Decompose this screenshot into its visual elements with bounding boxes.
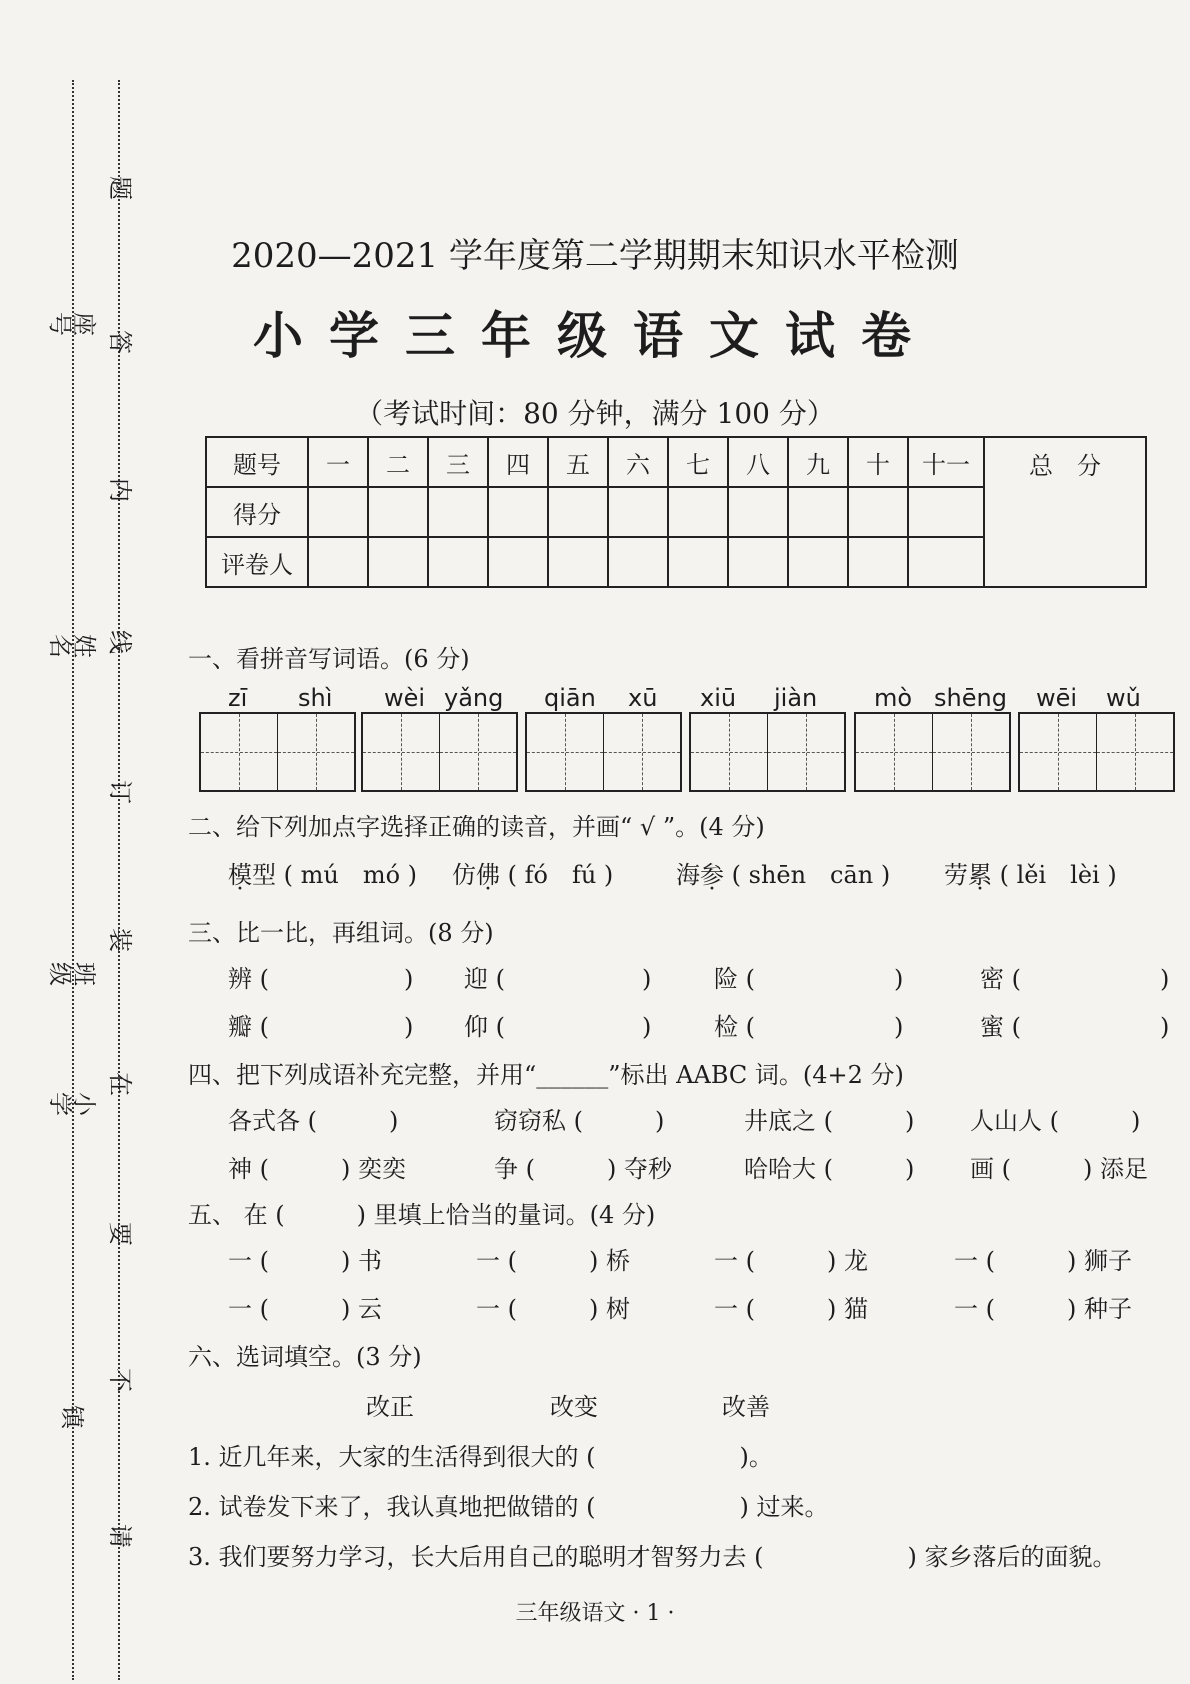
q3-item[interactable]: 辨 ( — [228, 965, 269, 993]
word-part: 劳 — [944, 861, 968, 889]
question-number: 十 — [848, 437, 908, 487]
dotted-char: 参 — [700, 861, 724, 889]
idiom-item[interactable]: 哈哈大 ( ) — [744, 1155, 915, 1183]
pinyin: wèi — [384, 684, 426, 712]
margin-char: 线 — [106, 630, 134, 654]
score-table — [205, 436, 1147, 588]
grader-cell[interactable] — [428, 537, 488, 587]
measure-word-item[interactable]: 一 ( ) 猫 — [714, 1295, 868, 1323]
q1-title: 一、看拼音写词语。(6 分) — [188, 645, 470, 673]
q3-close: ) — [642, 1013, 652, 1041]
score-cell[interactable] — [908, 487, 984, 537]
q3-close: ) — [894, 965, 904, 993]
q2-item[interactable] — [676, 860, 890, 890]
score-cell[interactable] — [848, 487, 908, 537]
q5-title: 五、 在 ( ) 里填上恰当的量词。(4 分) — [188, 1201, 656, 1229]
question-number: 六 — [608, 437, 668, 487]
word-part: 海 — [676, 861, 700, 889]
q3-item[interactable]: 险 ( — [714, 965, 755, 993]
grader-cell[interactable] — [788, 537, 848, 587]
q2-item[interactable] — [944, 860, 1117, 890]
exam-subtitle: 2020—2021 学年度第二学期期末知识水平检测 — [231, 236, 959, 276]
q4-title: 四、把下列成语补充完整，并用“______”标出 AABC 词。(4+2 分) — [188, 1061, 904, 1089]
q3-item[interactable]: 蜜 ( — [980, 1013, 1021, 1041]
row-label: 评卷人 — [206, 537, 308, 587]
score-cell[interactable] — [728, 487, 788, 537]
pinyin: shēng — [934, 684, 1007, 712]
exam-time: （考试时间：80 分钟，满分 100 分） — [355, 397, 835, 430]
measure-word-item[interactable]: 一 ( ) 狮子 — [954, 1247, 1132, 1275]
q3-title: 三、比一比，再组词。(8 分) — [188, 919, 494, 947]
page-footer: 三年级语文 · 1 · — [515, 1601, 675, 1626]
dotted-char: 模 — [228, 861, 252, 889]
measure-word-item[interactable]: 一 ( ) 桥 — [476, 1247, 630, 1275]
question-number: 八 — [728, 437, 788, 487]
word-choice: 改正 — [366, 1393, 414, 1421]
exam-title: 小学三年级语文试卷 — [253, 306, 937, 365]
score-cell[interactable] — [668, 487, 728, 537]
margin-char: 不 — [106, 1368, 134, 1392]
margin-char: 在 — [106, 1072, 134, 1096]
pinyin: qiān — [544, 684, 596, 712]
q2-item[interactable] — [228, 860, 417, 890]
row-label: 题号 — [206, 437, 308, 487]
measure-word-item[interactable]: 一 ( ) 种子 — [954, 1295, 1132, 1323]
question-number: 二 — [368, 437, 428, 487]
writing-grid[interactable] — [854, 712, 1011, 792]
score-cell[interactable] — [788, 487, 848, 537]
idiom-item[interactable]: 窃窃私 ( ) — [494, 1107, 665, 1135]
idiom-item[interactable]: 争 ( ) 夺秒 — [494, 1155, 672, 1183]
writing-grid[interactable] — [1018, 712, 1175, 792]
question-number: 四 — [488, 437, 548, 487]
word-choice: 改善 — [722, 1393, 770, 1421]
class-label: 班级 — [46, 962, 98, 986]
writing-grid[interactable] — [199, 712, 356, 792]
pinyin: zī — [228, 684, 248, 712]
measure-word-item[interactable]: 一 ( ) 书 — [228, 1247, 382, 1275]
question-number: 九 — [788, 437, 848, 487]
grader-cell[interactable] — [608, 537, 668, 587]
measure-word-item[interactable]: 一 ( ) 树 — [476, 1295, 630, 1323]
idiom-item[interactable]: 人山人 ( ) — [970, 1107, 1141, 1135]
sentence-1[interactable]: 1. 近几年来，大家的生活得到很大的 ( )。 — [188, 1443, 773, 1471]
total-score-cell[interactable]: 总 分 — [984, 437, 1146, 587]
q3-close: ) — [894, 1013, 904, 1041]
score-cell[interactable] — [488, 487, 548, 537]
score-cell[interactable] — [368, 487, 428, 537]
q3-item[interactable]: 迎 ( — [464, 965, 505, 993]
idiom-item[interactable]: 神 ( ) 奕奕 — [228, 1155, 406, 1183]
question-number: 三 — [428, 437, 488, 487]
q3-item[interactable]: 瓣 ( — [228, 1013, 269, 1041]
reading-options: ( lěi lèi ) — [992, 861, 1117, 889]
town-label: 镇 — [58, 1405, 86, 1429]
pinyin: wǔ — [1106, 684, 1141, 712]
q3-item[interactable]: 密 ( — [980, 965, 1021, 993]
reading-options: 型 ( mú mó ) — [252, 861, 418, 889]
q3-close: ) — [1160, 1013, 1170, 1041]
measure-word-item[interactable]: 一 ( ) 龙 — [714, 1247, 868, 1275]
sentence-2[interactable]: 2. 试卷发下来了，我认真地把做错的 ( ) 过来。 — [188, 1493, 829, 1521]
writing-grid[interactable] — [689, 712, 846, 792]
score-cell[interactable] — [308, 487, 368, 537]
q2-title: 二、给下列加点字选择正确的读音，并画“ √ ”。(4 分) — [188, 813, 765, 841]
pinyin: xū — [628, 684, 658, 712]
sentence-3[interactable]: 3. 我们要努力学习，长大后用自己的聪明才智努力去 ( ) 家乡落后的面貌。 — [188, 1543, 1117, 1571]
row-label: 得分 — [206, 487, 308, 537]
pinyin: wēi — [1036, 684, 1078, 712]
question-number: 七 — [668, 437, 728, 487]
grader-cell[interactable] — [308, 537, 368, 587]
q3-close: ) — [642, 965, 652, 993]
q3-close: ) — [404, 965, 414, 993]
margin-char: 装 — [106, 928, 134, 952]
score-cell[interactable] — [608, 487, 668, 537]
dotted-char: 累 — [968, 861, 992, 889]
q3-item[interactable]: 仰 ( — [464, 1013, 505, 1041]
q2-item[interactable] — [452, 860, 613, 890]
q3-item[interactable]: 检 ( — [714, 1013, 755, 1041]
word-choice: 改变 — [550, 1393, 598, 1421]
margin-char: 请 — [106, 1524, 134, 1548]
grader-cell[interactable] — [548, 537, 608, 587]
writing-grid[interactable] — [361, 712, 518, 792]
grader-cell[interactable] — [728, 537, 788, 587]
grader-cell[interactable] — [488, 537, 548, 587]
grader-cell[interactable] — [848, 537, 908, 587]
margin-char: 订 — [106, 780, 134, 804]
measure-word-item[interactable]: 一 ( ) 云 — [228, 1295, 382, 1323]
idiom-item[interactable]: 井底之 ( ) — [744, 1107, 915, 1135]
q3-close: ) — [1160, 965, 1170, 993]
reading-options: ( shēn cān ) — [724, 861, 891, 889]
question-number: 一 — [308, 437, 368, 487]
reading-options: ( fó fú ) — [500, 861, 614, 889]
name-label: 姓名 — [46, 634, 98, 658]
grader-cell[interactable] — [908, 537, 984, 587]
pinyin: jiàn — [774, 684, 818, 712]
writing-grid[interactable] — [525, 712, 682, 792]
margin-char: 答 — [106, 330, 134, 354]
q3-close: ) — [404, 1013, 414, 1041]
pinyin: yǎng — [444, 684, 504, 712]
pinyin: shì — [298, 684, 333, 712]
word-part: 仿 — [452, 861, 476, 889]
grader-cell[interactable] — [668, 537, 728, 587]
idiom-item[interactable]: 画 ( ) 添足 — [970, 1155, 1148, 1183]
grader-cell[interactable] — [368, 537, 428, 587]
margin-char: 要 — [106, 1222, 134, 1246]
q6-title: 六、选词填空。(3 分) — [188, 1343, 422, 1371]
score-cell[interactable] — [548, 487, 608, 537]
margin-char: 题 — [106, 176, 134, 200]
question-number: 十一 — [908, 437, 984, 487]
question-number: 五 — [548, 437, 608, 487]
dotted-char: 佛 — [476, 861, 500, 889]
pinyin: mò — [874, 684, 913, 712]
pinyin: xiū — [700, 684, 737, 712]
score-cell[interactable] — [428, 487, 488, 537]
school-label: 小学 — [46, 1092, 98, 1116]
idiom-item[interactable]: 各式各 ( ) — [228, 1107, 399, 1135]
seat-label: 座号 — [46, 312, 98, 336]
margin-char: 内 — [106, 478, 134, 502]
